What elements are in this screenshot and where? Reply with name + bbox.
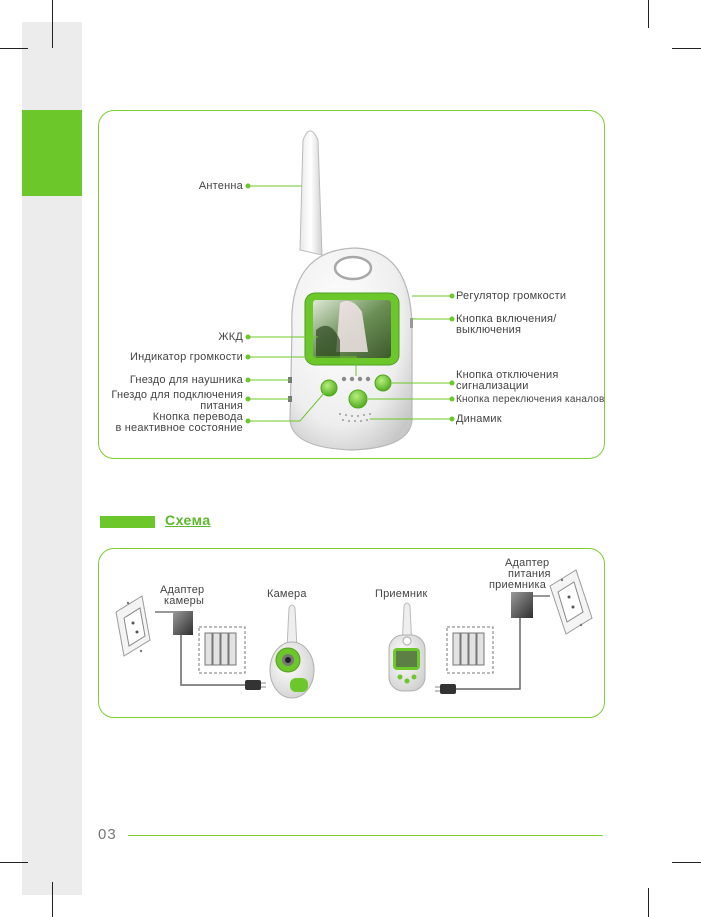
camera-adapter-shape: [173, 611, 193, 635]
camera-shape: [270, 605, 314, 698]
label-receiver-adapter-line1: Адаптер: [505, 557, 550, 569]
label-headphone-jack: Гнездо для наушника: [129, 374, 243, 386]
label-alarm-off-line2: сигнализации: [456, 380, 529, 392]
label-volume-regulator: Регулятор громкости: [456, 290, 567, 302]
receiver-adapter-shape: [511, 592, 533, 618]
label-speaker: Динамик: [456, 413, 502, 425]
label-alarm-off-line1: Кнопка отключения: [456, 369, 559, 381]
page-number: 03: [98, 826, 117, 843]
wall-outlet-left: [116, 596, 150, 656]
label-lcd: ЖКД: [218, 331, 243, 343]
label-volume-indicator: Индикатор громкости: [129, 351, 243, 363]
label-power-jack-line1: Гнездо для подключения: [111, 389, 243, 401]
label-standby-line1: Кнопка перевода: [152, 411, 243, 423]
label-camera-adapter-line1: Адаптер: [160, 584, 205, 596]
label-power-jack-line2: питания: [200, 400, 243, 412]
label-receiver-adapter-line3: приемника: [489, 579, 547, 591]
label-channel-button: Кнопка переключения каналов: [456, 394, 605, 405]
label-receiver-adapter-line2: питания: [508, 568, 551, 580]
label-standby-line2: в неактивное состояние: [115, 422, 243, 434]
receiver-small-shape: [389, 603, 425, 691]
label-power-button-line1: Кнопка включения/: [456, 313, 557, 325]
label-camera: Камера: [267, 588, 307, 600]
footer-line: [128, 835, 603, 836]
label-antenna: Антенна: [198, 180, 243, 192]
label-power-button-line2: выключения: [456, 324, 522, 336]
wall-outlet-right: [550, 570, 592, 634]
section-title: Схема: [165, 512, 211, 528]
label-camera-adapter-line2: камеры: [164, 595, 205, 607]
label-receiver: Приемник: [375, 588, 428, 600]
